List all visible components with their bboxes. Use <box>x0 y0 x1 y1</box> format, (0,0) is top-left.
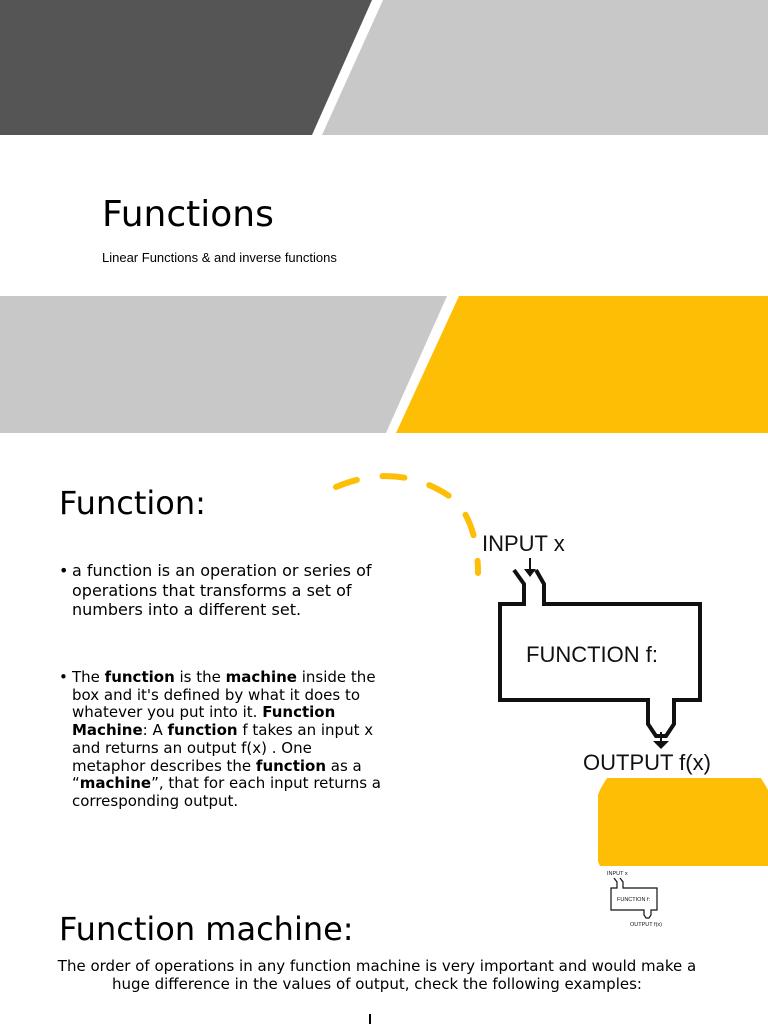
bold-run: function <box>255 756 326 775</box>
input-arrow-head <box>524 569 536 577</box>
top-banner-dark-shape <box>0 0 372 135</box>
page-title: Functions <box>102 194 274 235</box>
page-subtitle: Linear Functions & and inverse functions <box>102 250 337 265</box>
bold-run: function <box>167 721 238 740</box>
diagram-input-label: INPUT x <box>482 531 565 556</box>
bold-run: Function Machine <box>72 703 336 740</box>
function-machine-list <box>59 669 384 811</box>
middle-banner-gray-shape <box>0 296 447 433</box>
thumbnail-function-label: FUNCTION f: <box>617 897 650 903</box>
thumbnail-output-label: OUTPUT f(x) <box>630 922 662 928</box>
bold-run: machine <box>79 774 152 793</box>
function-definition-bullet: • a function is an operation or series of operations that transforms a set of numbers into a different set. <box>59 561 374 620</box>
top-banner-light-shape <box>322 0 768 135</box>
text-cursor <box>369 1014 371 1024</box>
function-heading: Function: <box>59 484 206 522</box>
middle-banner-yellow-shape <box>396 296 768 433</box>
diagram-output-label: OUTPUT f(x) <box>583 750 711 775</box>
function-definition-list <box>59 561 374 620</box>
function-machine-thumbnail <box>600 868 670 934</box>
function-machine-description: The order of operations in any function machine is very important and would make a huge difference in the values of output, check the following examples: <box>57 957 697 993</box>
text-run: : A <box>142 721 168 740</box>
middle-banner <box>0 296 768 433</box>
text-run: inside the box and it's defined by what it does to whatever you put into it. <box>72 668 376 722</box>
text-run: ”, that for each input returns a corresponding output. <box>72 774 381 810</box>
text-run: f takes an input x and returns an output f(x) . One metaphor describes the <box>72 721 374 775</box>
bold-run: function <box>104 668 175 686</box>
function-machine-diagram <box>470 528 750 782</box>
function-machine-bullet <box>59 669 384 811</box>
thumbnail-input-label: INPUT x <box>607 871 628 877</box>
yellow-semicircle-decoration <box>598 778 768 870</box>
output-arrow-head <box>653 741 669 749</box>
diagram-function-label: FUNCTION f: <box>526 642 658 667</box>
text-run: The <box>72 668 105 686</box>
text-run: as a “ <box>72 756 362 793</box>
top-banner <box>0 0 768 135</box>
function-machine-heading: Function machine: <box>59 910 354 948</box>
text-run: is the <box>174 668 226 686</box>
bold-run: machine <box>225 668 297 686</box>
